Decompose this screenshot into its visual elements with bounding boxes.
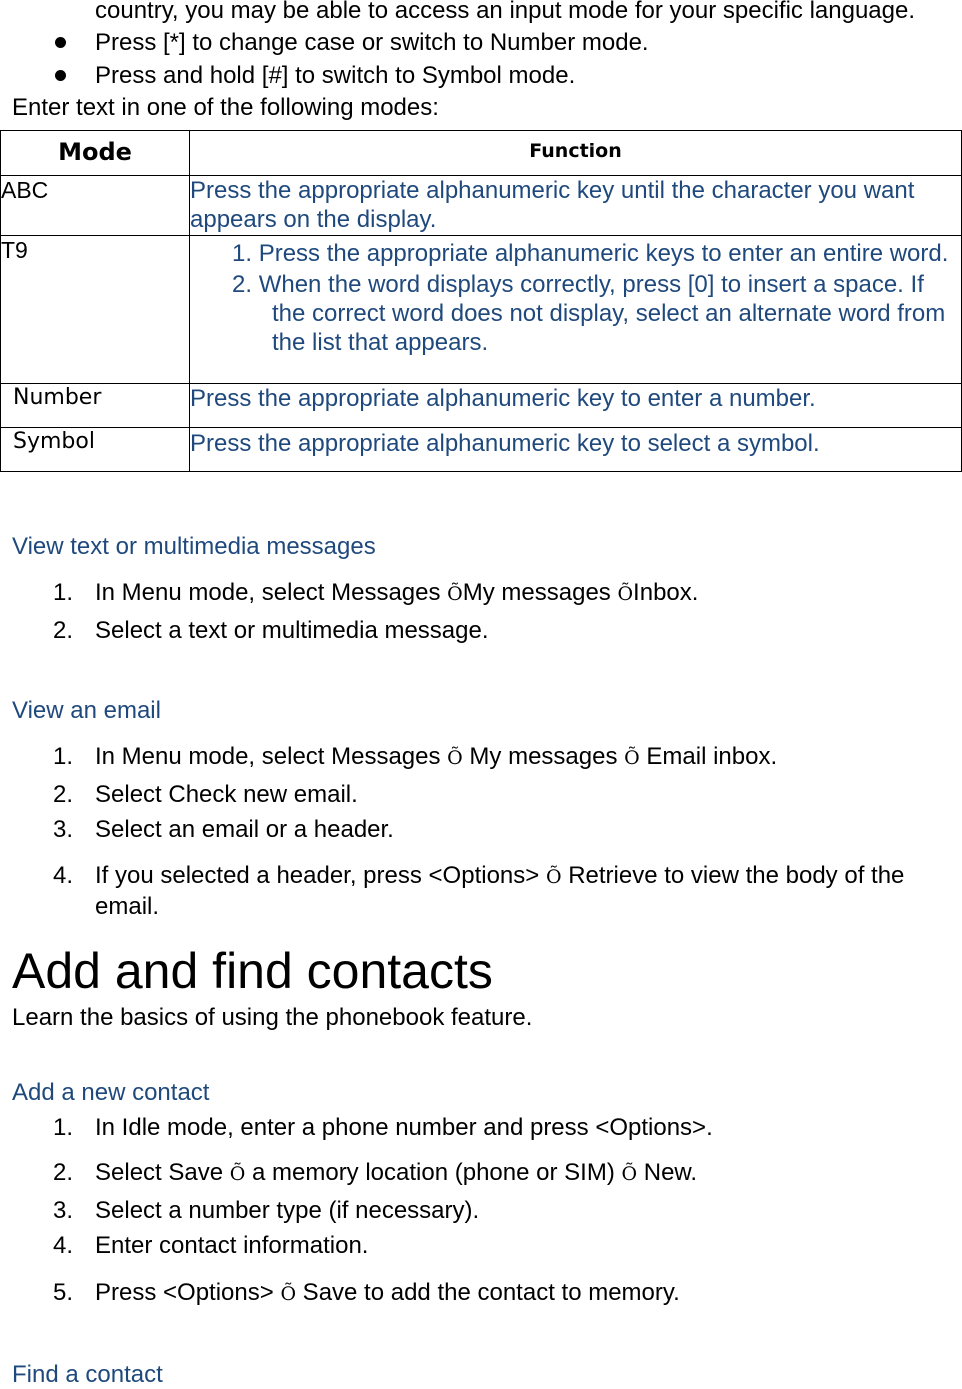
section-heading-find-contact: Find a contact xyxy=(12,1361,163,1388)
step-text-part: Retrieve to view the body of the xyxy=(561,862,905,889)
step-text-part: Select Save xyxy=(95,1159,230,1186)
step-text-part: If you selected a header, press <Options> xyxy=(95,862,546,889)
arrow-icon: Õ xyxy=(447,747,463,769)
t9-step-2-number: 2. xyxy=(232,271,253,298)
arrow-icon: Õ xyxy=(280,1283,297,1305)
step-number: 2. xyxy=(53,1159,74,1186)
step-text-part: Inbox. xyxy=(633,579,699,606)
mode-cell-abc: ABC xyxy=(1,176,190,236)
step-text: Enter contact information. xyxy=(95,1232,369,1259)
table-header-row xyxy=(1,131,962,176)
t9-step-2-text: When the word displays correctly, press [0] to insert a space. If the correct word does not display, select an alternate word from the list that appears. xyxy=(258,271,946,356)
step-text-part: Save to add the contact to memory. xyxy=(296,1279,680,1306)
step-text xyxy=(95,743,777,772)
step-text: In Idle mode, enter a phone number and press <Options>. xyxy=(95,1114,713,1141)
arrow-icon: Õ xyxy=(545,866,562,888)
step-text: Select a number type (if necessary). xyxy=(95,1197,480,1224)
function-cell-t9 xyxy=(190,236,962,384)
arrow-icon: Õ xyxy=(617,583,634,605)
step-number: 3. xyxy=(53,816,74,843)
table-row-t9 xyxy=(1,236,962,384)
step-text-part: My messages xyxy=(462,579,618,606)
section-heading-add-contact: Add a new contact xyxy=(12,1079,210,1106)
mode-cell-t9: T9 xyxy=(1,236,190,384)
t9-step-1 xyxy=(190,239,961,268)
header-mode-cell: Mode xyxy=(1,131,190,176)
chapter-intro-text: Learn the basics of using the phonebook feature. xyxy=(12,1004,533,1031)
step-number: 1. xyxy=(53,743,74,770)
step-text: Select Check new email. xyxy=(95,781,358,808)
step-number: 5. xyxy=(53,1279,74,1306)
step-text xyxy=(95,1159,697,1188)
step-text-part: In Menu mode, select Messages xyxy=(95,743,448,770)
table-row-number xyxy=(1,384,962,428)
bullet-icon xyxy=(55,70,66,81)
mode-cell-number: Number xyxy=(1,384,190,428)
function-cell-symbol: Press the appropriate alphanumeric key to select a symbol. xyxy=(190,428,962,472)
function-cell-number: Press the appropriate alphanumeric key to enter a number. xyxy=(190,384,962,428)
t9-step-2 xyxy=(190,270,961,357)
step-number: 1. xyxy=(53,1114,74,1141)
t9-step-1-number: 1. xyxy=(232,240,253,267)
bullet-item-symbol-mode: Press and hold [#] to switch to Symbol mode. xyxy=(95,62,576,89)
step-text-part: Press <Options> xyxy=(95,1279,281,1306)
header-function-cell: Function xyxy=(190,131,962,176)
step-number: 3. xyxy=(53,1197,74,1224)
section-heading-view-messages: View text or multimedia messages xyxy=(12,533,376,560)
arrow-icon: Õ xyxy=(229,1163,246,1185)
arrow-icon: Õ xyxy=(447,583,463,605)
section-heading-view-email: View an email xyxy=(12,697,161,724)
step-number: 2. xyxy=(53,781,74,808)
step-number: 2. xyxy=(53,617,74,644)
step-text-part: In Menu mode, select Messages xyxy=(95,579,448,606)
step-text-part: Email inbox. xyxy=(639,743,778,770)
t9-step-1-text: Press the appropriate alphanumeric keys to enter an entire word. xyxy=(258,240,949,267)
mode-cell-symbol: Symbol xyxy=(1,428,190,472)
step-text xyxy=(95,1279,680,1308)
arrow-icon: Õ xyxy=(624,747,640,769)
step-text-continuation: email. xyxy=(95,893,160,920)
step-number: 4. xyxy=(53,1232,74,1259)
step-text-part: a memory location (phone or SIM) xyxy=(245,1159,622,1186)
arrow-icon: Õ xyxy=(621,1163,638,1185)
bullet-icon xyxy=(55,37,66,48)
modes-intro-text: Enter text in one of the following modes: xyxy=(12,94,439,121)
step-text xyxy=(95,862,904,891)
input-modes-table xyxy=(0,130,962,472)
step-text-part: New. xyxy=(637,1159,698,1186)
bullet-item-case-switch: Press [*] to change case or switch to Number mode. xyxy=(95,29,649,56)
step-text-part: My messages xyxy=(462,743,625,770)
table-row-abc xyxy=(1,176,962,236)
function-cell-abc: Press the appropriate alphanumeric key until the character you want appears on the display. xyxy=(190,176,962,236)
step-number: 4. xyxy=(53,862,74,889)
continued-paragraph-line: country, you may be able to access an input mode for your specific language. xyxy=(95,0,916,24)
step-text: Select an email or a header. xyxy=(95,816,394,843)
table-row-symbol xyxy=(1,428,962,472)
step-text: Select a text or multimedia message. xyxy=(95,617,489,644)
step-text xyxy=(95,579,698,608)
step-number: 1. xyxy=(53,579,74,606)
chapter-title: Add and find contacts xyxy=(12,943,493,999)
